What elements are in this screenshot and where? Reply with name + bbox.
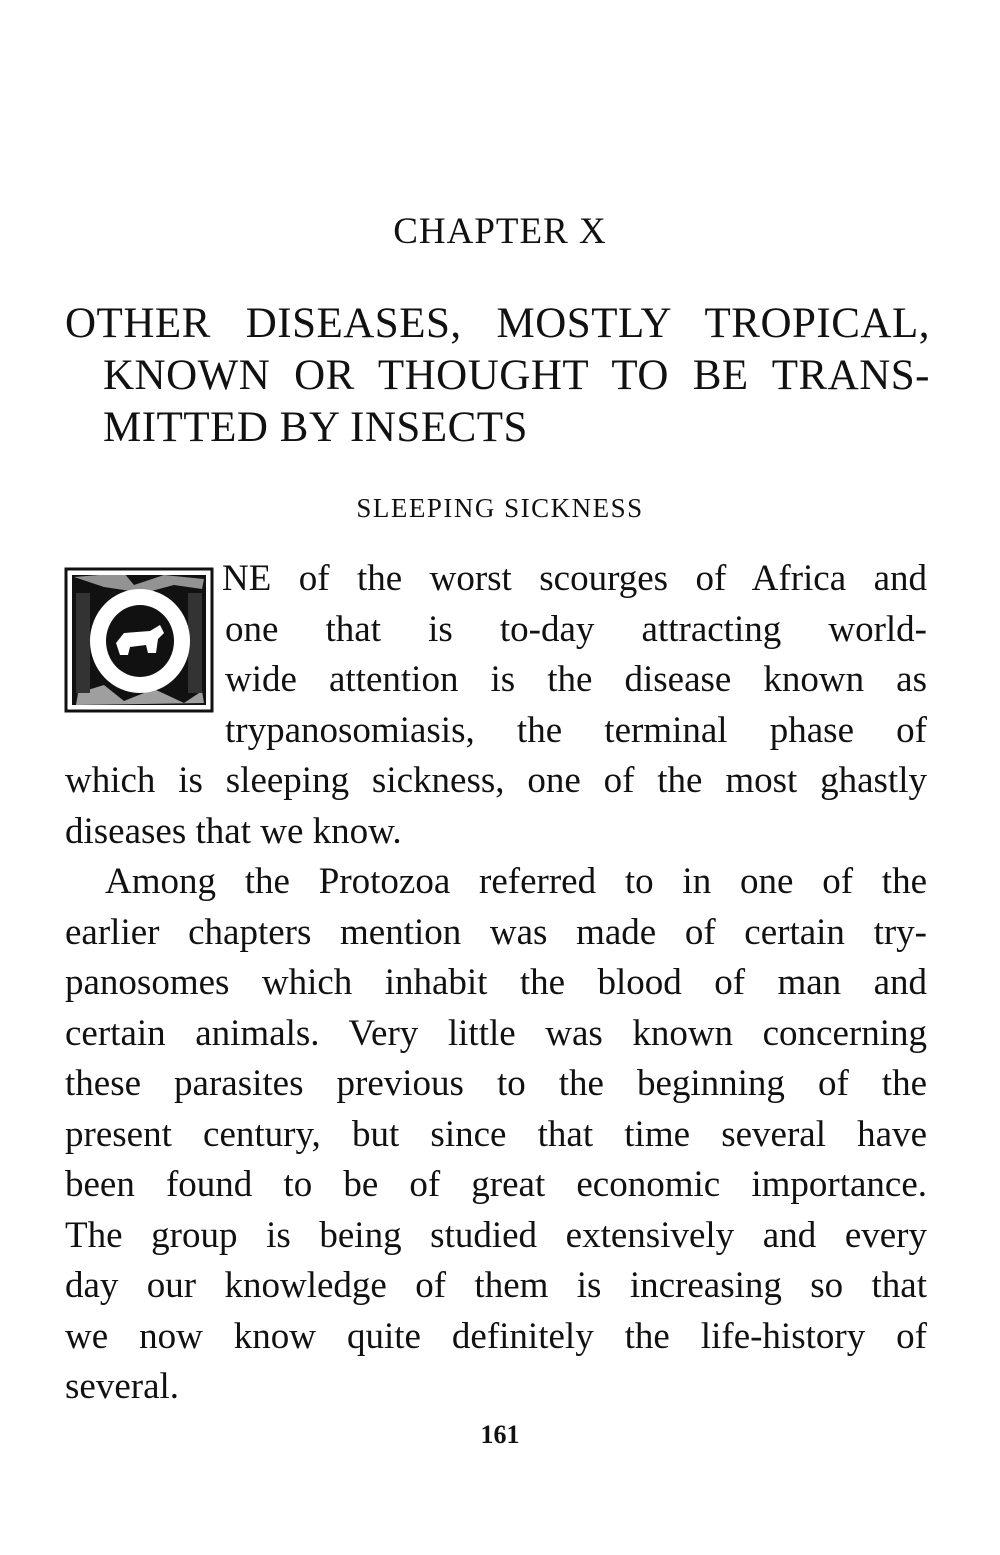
text-line: Among the Protozoa referred to in one of the [105,861,927,902]
chapter-title-line: OTHER DISEASES, MOSTLY TROPICAL, [65,300,930,347]
text-line: panosomes which inhabit the blood of man and [65,962,927,1003]
text-line: these parasites previous to the beginning of the [65,1063,927,1104]
text-line: The group is being studied extensively and every [65,1214,927,1256]
text-line: several. [65,1366,180,1407]
text-line: been found to be of great economic importance. [65,1164,927,1205]
chapter-title-line: MITTED BY INSECTS [103,404,528,451]
text-line: NE of the worst scourges of Africa and [222,558,927,599]
page-number: 161 [480,1420,520,1449]
chapter-title [65,298,930,454]
text-line: day our knowledge of them is increasing so that [65,1265,927,1306]
text-line: trypanosomiasis, the terminal phase of [225,709,927,751]
text-line: wide attention is the disease known as [225,659,927,700]
chapter-title-line: KNOWN OR THOUGHT TO BE TRANS- [103,352,930,399]
text-line: earlier chapters mention was made of certain try- [65,911,927,953]
text-line: certain animals. Very little was known concerning [65,1012,927,1054]
text-line: which is sleeping sickness, one of the most ghastly [65,760,927,801]
text-line: we now know quite definitely the life-history of [65,1315,927,1357]
text-line: diseases that we know. [65,810,402,852]
text-line: present century, but since that time several have [65,1113,927,1155]
body-text [65,554,927,1413]
text-line: one that is to-day attracting world- [225,608,927,650]
section-heading: SLEEPING SICKNESS [356,493,644,523]
chapter-label: CHAPTER X [393,211,607,252]
